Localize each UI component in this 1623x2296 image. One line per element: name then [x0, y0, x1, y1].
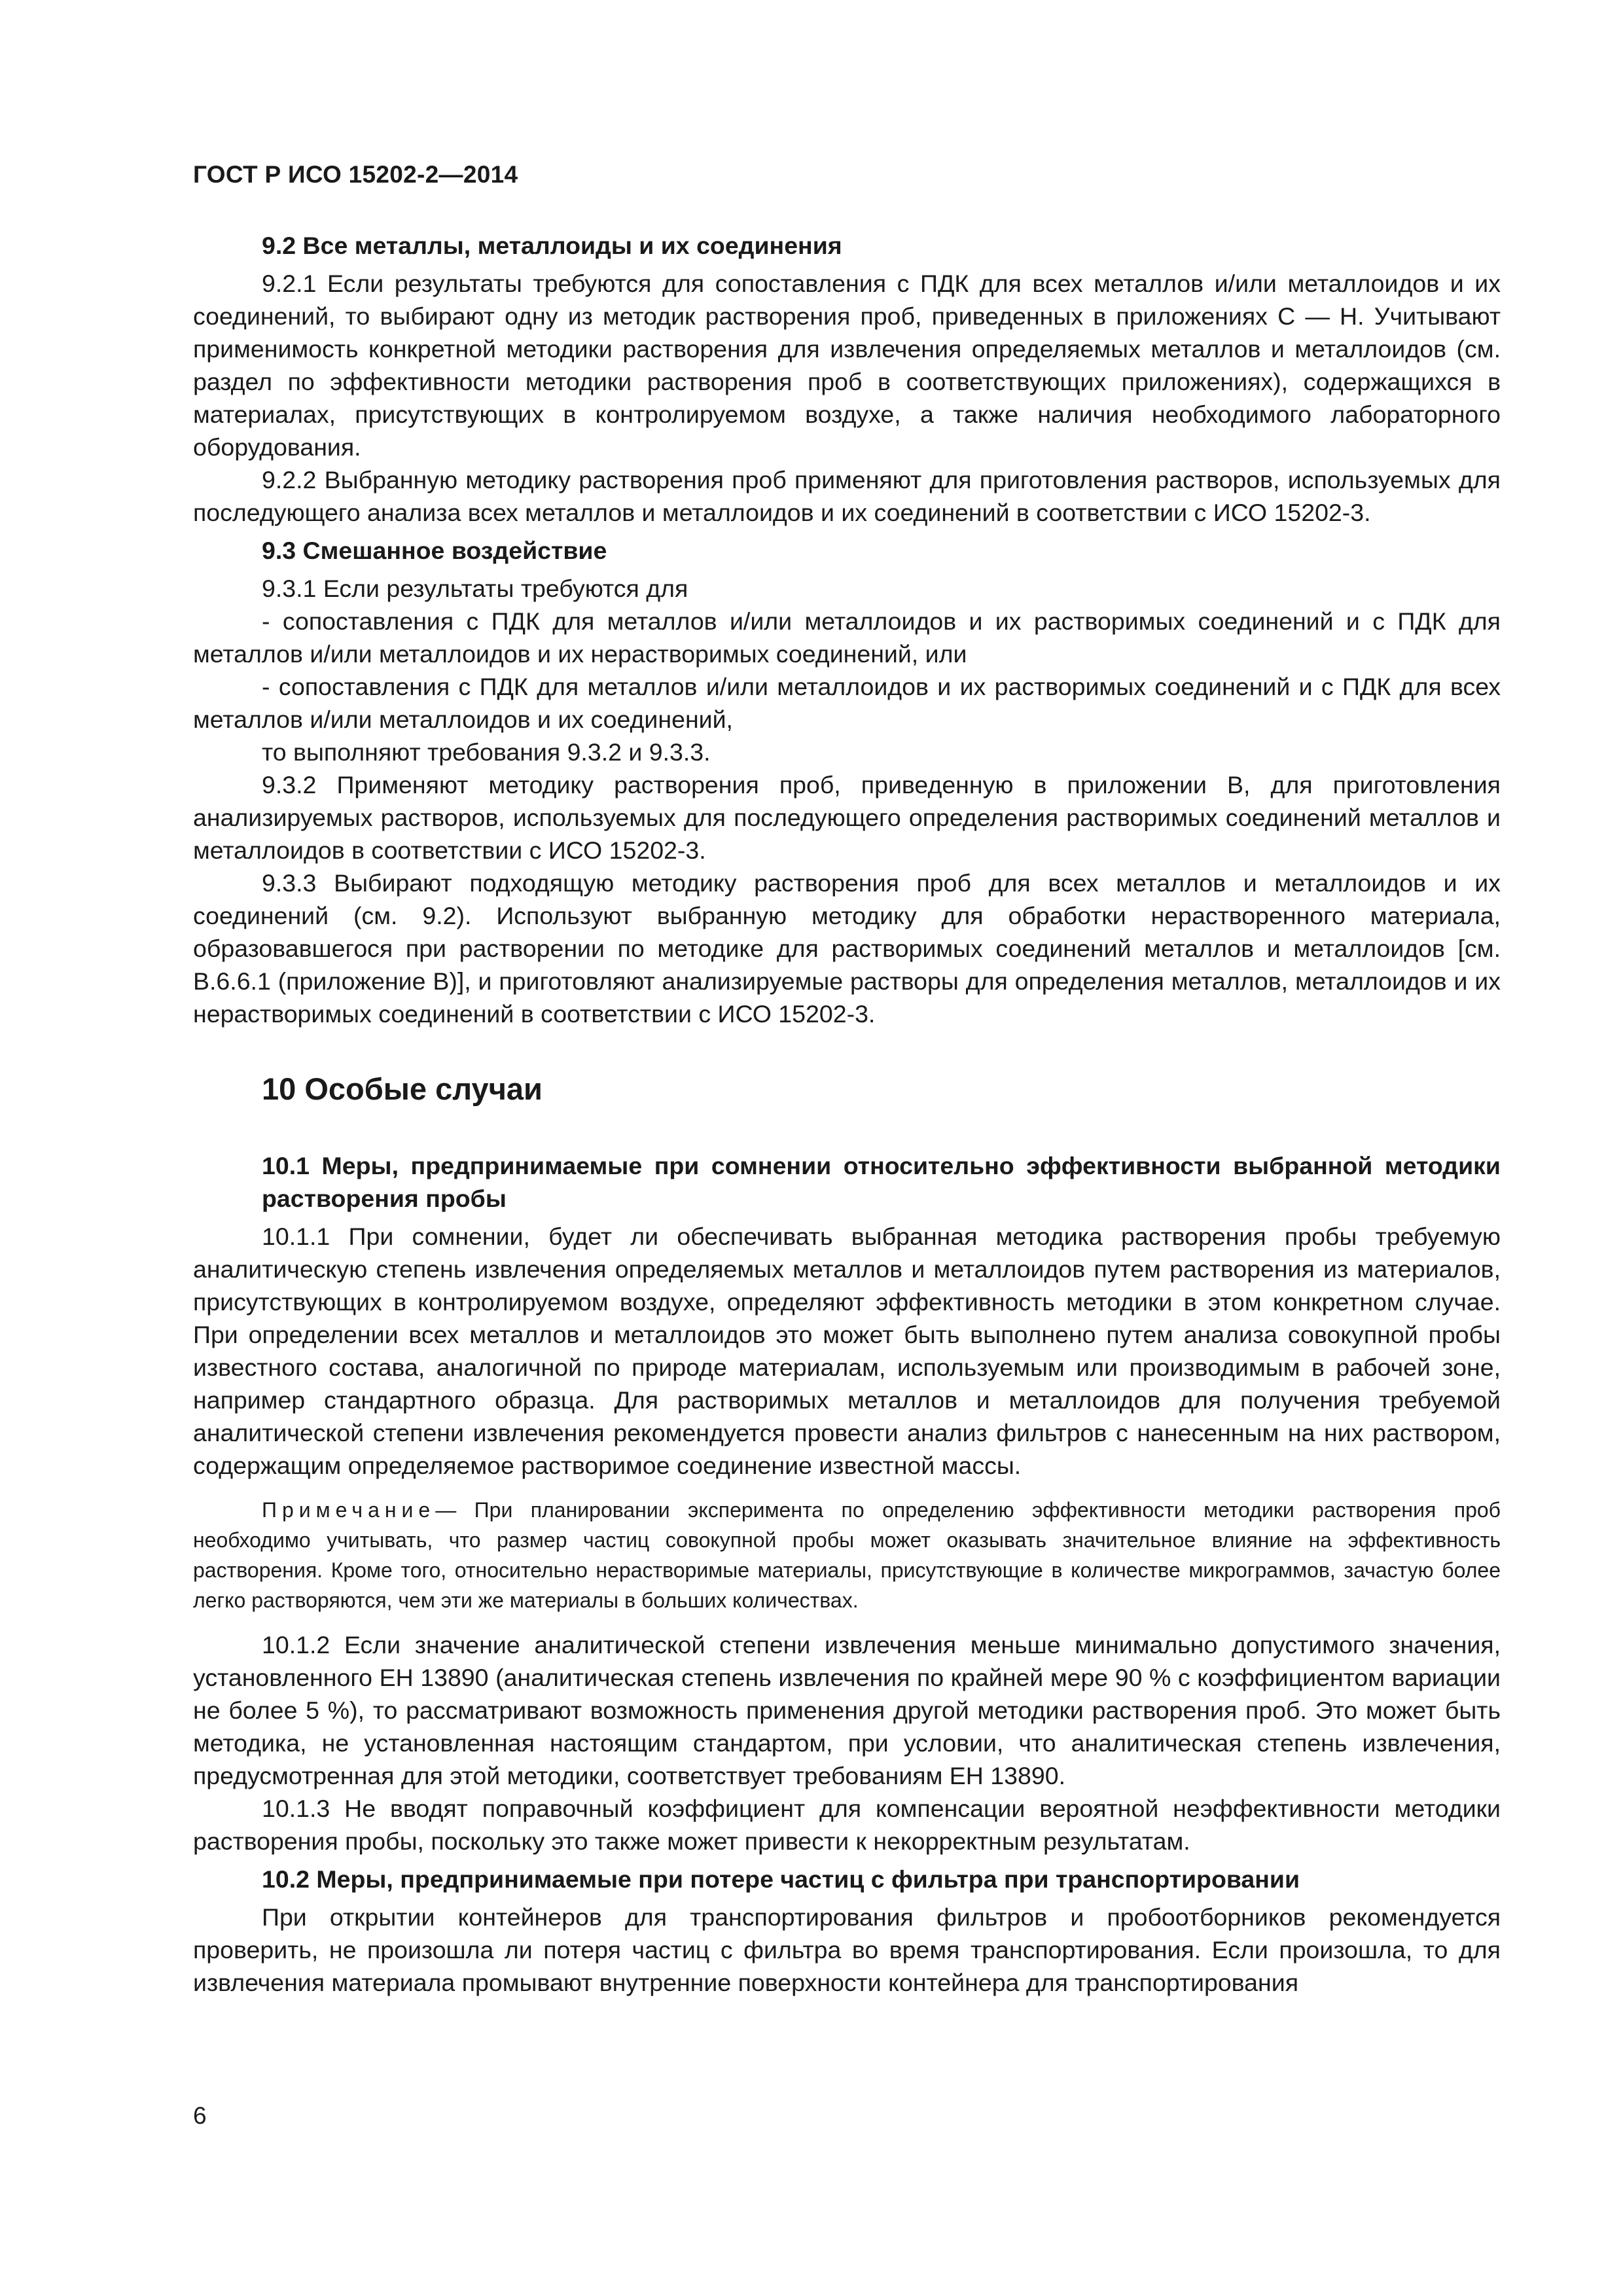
section-heading-10: 10 Особые случаи [262, 1071, 543, 1106]
note-label: Примечание [262, 1498, 436, 1522]
paragraph-9-3-3: 9.3.3 Выбирают подходящую методику растворения проб для всех металлов и металлоидов и их соединений (см. 9.2). Используют выбранную методику для обработки нерастворенного материала, образовавшегося при растворении по методике для растворимых соединений металлов и металлоидов [см. В.6.6.1 (приложение В)], и приготовляют анализируемые растворы для определения металлов, металлоидов и их нерастворимых соединений в соответствии с ИСО 15202-3. [193, 869, 1501, 1028]
list-item-9-3-1-a: - сопоставления с ПДК для металлов и/или металлоидов и их растворимых соединений и с ПДК для металлов и/или металлоидов и их нерастворимых соединений, или [193, 607, 1501, 668]
section-heading-9-3: 9.3 Смешанное воздействие [262, 537, 607, 564]
page-number: 6 [193, 2102, 207, 2129]
note [193, 1495, 1501, 1615]
paragraph-10-1-2: 10.1.2 Если значение аналитической степени извлечения меньше минимально допустимого значения, установленного ЕН 13890 (аналитическая степень извлечения по крайней мере 90 % с коэффициентом вариации не более 5 %), то рассматривают возможность применения другой методики растворения проб. Это может быть методика, не установленная настоящим стандартом, при условии, что аналитическая степень извлечения, предусмотренная для этой методики, соответствует требованиям ЕН 13890. [193, 1631, 1501, 1789]
section-heading-10-2: 10.2 Меры, предпринимаемые при потере частиц с фильтра при транспортировании [262, 1865, 1300, 1893]
paragraph-10-2-1: При открытии контейнеров для транспортирования фильтров и пробоотборников рекомендуется проверить, не произошла ли потеря частиц с фильтра во время транспортирования. Если произошла, то для извлечения материала промывают внутренние поверхности контейнера для транспортирования [193, 1903, 1501, 1996]
note-text: — При планировании эксперимента по определению эффективности методики растворения проб необходимо учитывать, что размер частиц совокупной пробы может оказывать значительное влияние на эффективность растворения. Кроме того, относительно нерастворимые материалы, присутствующие в количестве микрограммов, зачастую более легко растворяются, чем эти же материалы в больших количествах. [193, 1498, 1501, 1612]
section-heading-10-1: 10.1 Меры, предпринимаемые при сомнении относительно эффективности выбранной методики растворения пробы [262, 1152, 1501, 1212]
paragraph-9-3-1: 9.3.1 Если результаты требуются для [262, 575, 688, 602]
document-header: ГОСТ Р ИСО 15202-2—2014 [193, 161, 518, 188]
document-body [193, 229, 1501, 1999]
paragraph-10-1-1: 10.1.1 При сомнении, будет ли обеспечивать выбранная методика растворения пробы требуемую аналитическую степень извлечения определяемых металлов и металлоидов путем растворения из материалов, присутствующих в контролируемом воздухе, определяют эффективность методики в этом конкретном случае. При определении всех металлов и металлоидов это может быть выполнено путем анализа совокупной пробы известного состава, аналогичной по природе материалам, используемым или производимым в рабочей зоне, например стандартного образца. Для растворимых металлов и металлоидов для получения требуемой аналитической степени извлечения рекомендуется провести анализ фильтров с нанесенным на них раствором, содержащим определяемое растворимое соединение известной массы. [193, 1223, 1501, 1479]
paragraph-9-2-2: 9.2.2 Выбранную методику растворения проб применяют для приготовления растворов, используемых для последующего анализа всех металлов и металлоидов и их соединений в соответствии с ИСО 15202-3. [193, 466, 1501, 526]
paragraph-10-1-3: 10.1.3 Не вводят поправочный коэффициент для компенсации вероятной неэффективности методики растворения пробы, поскольку это также может привести к некорректным результатам. [193, 1795, 1501, 1855]
paragraph-9-3-1-then: то выполняют требования 9.3.2 и 9.3.3. [262, 738, 711, 766]
paragraph-9-2-1: 9.2.1 Если результаты требуются для сопоставления с ПДК для всех металлов и/или металлоидов и их соединений, то выбирают одну из методик растворения проб, приведенных в приложениях С — Н. Учитывают применимость конкретной методики растворения для извлечения определяемых металлов и металлоидов (см. раздел по эффективности методики растворения проб в соответствующих приложениях), содержащихся в материалах, присутствующих в контролируемом воздухе, а также наличия необходимого лабораторного оборудования. [193, 270, 1501, 461]
section-heading-9-2: 9.2 Все металлы, металлоиды и их соединения [262, 232, 842, 259]
list-item-9-3-1-b: - сопоставления с ПДК для металлов и/или металлоидов и их растворимых соединений и с ПДК для всех металлов и/или металлоидов и их соединений, [193, 673, 1501, 733]
paragraph-9-3-2: 9.3.2 Применяют методику растворения проб, приведенную в приложении В, для приготовления анализируемых растворов, используемых для последующего определения растворимых соединений металлов и металлоидов в соответствии с ИСО 15202-3. [193, 771, 1501, 864]
